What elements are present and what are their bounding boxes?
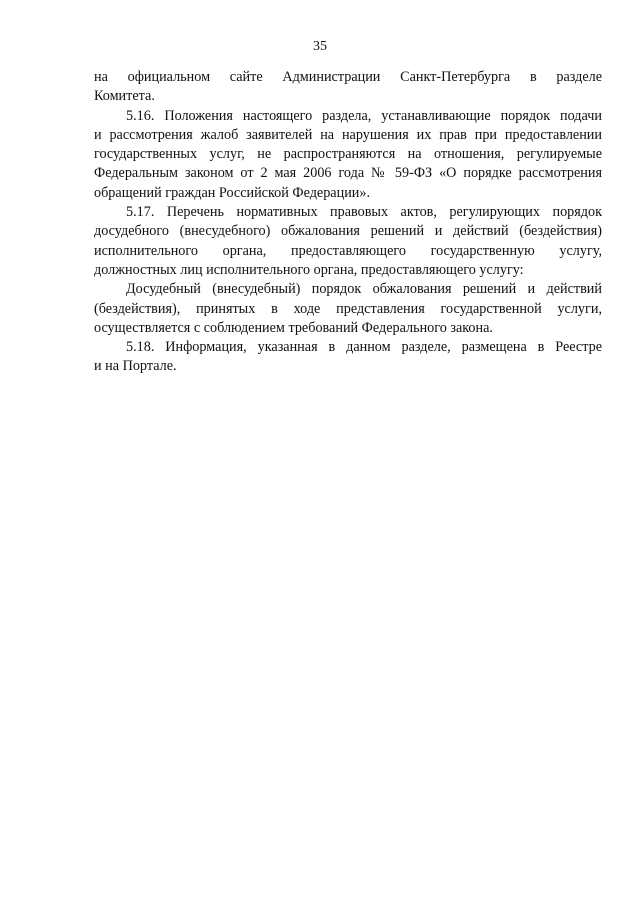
text-line: Досудебный (внесудебный) порядок обжалования решений и действий [126, 281, 602, 298]
paragraph-5-16 [94, 107, 602, 203]
text-line: должностных лиц исполнительного органа, предоставляющего услугу: [94, 261, 524, 278]
paragraph-5-17 [94, 203, 602, 280]
text-line: Федеральным законом от 2 мая 2006 года № 59-ФЗ «О порядке рассмотрения [94, 165, 602, 182]
text-line: досудебного (внесудебного) обжалования решений и действий (бездействия) [94, 223, 602, 240]
text-line: обращений граждан Российской Федерации». [94, 184, 371, 201]
text-line: на официальном сайте Администрации Санкт-Петербурга в разделе [94, 69, 602, 85]
text-line: Комитета. [94, 88, 155, 105]
paragraph-5-17-appeal-procedure [94, 280, 602, 338]
page-body [94, 68, 602, 377]
text-line: (бездействия), принятых в ходе представления государственной услуги, [94, 300, 602, 317]
text-line: 5.17. Перечень нормативных правовых актов, регулирующих порядок [126, 204, 602, 221]
text-line: 5.16. Положения настоящего раздела, устанавливающие порядок подачи [126, 107, 602, 124]
text-line: и на Портале. [94, 358, 177, 375]
text-line: 5.18. Информация, указанная в данном разделе, размещена в Реестре [126, 339, 602, 356]
text-line: исполнительного органа, предоставляющего государственную услугу, [94, 242, 602, 259]
text-line: осуществляется с соблюдением требований Федерального закона. [94, 319, 493, 336]
text-line: государственных услуг, не распространяются на отношения, регулируемые [94, 146, 602, 163]
page-number: 35 [313, 39, 327, 54]
paragraph-continuation [94, 68, 602, 107]
text-line: и рассмотрения жалоб заявителей на нарушения их прав при предоставлении [94, 126, 602, 143]
paragraph-5-18 [94, 338, 602, 377]
